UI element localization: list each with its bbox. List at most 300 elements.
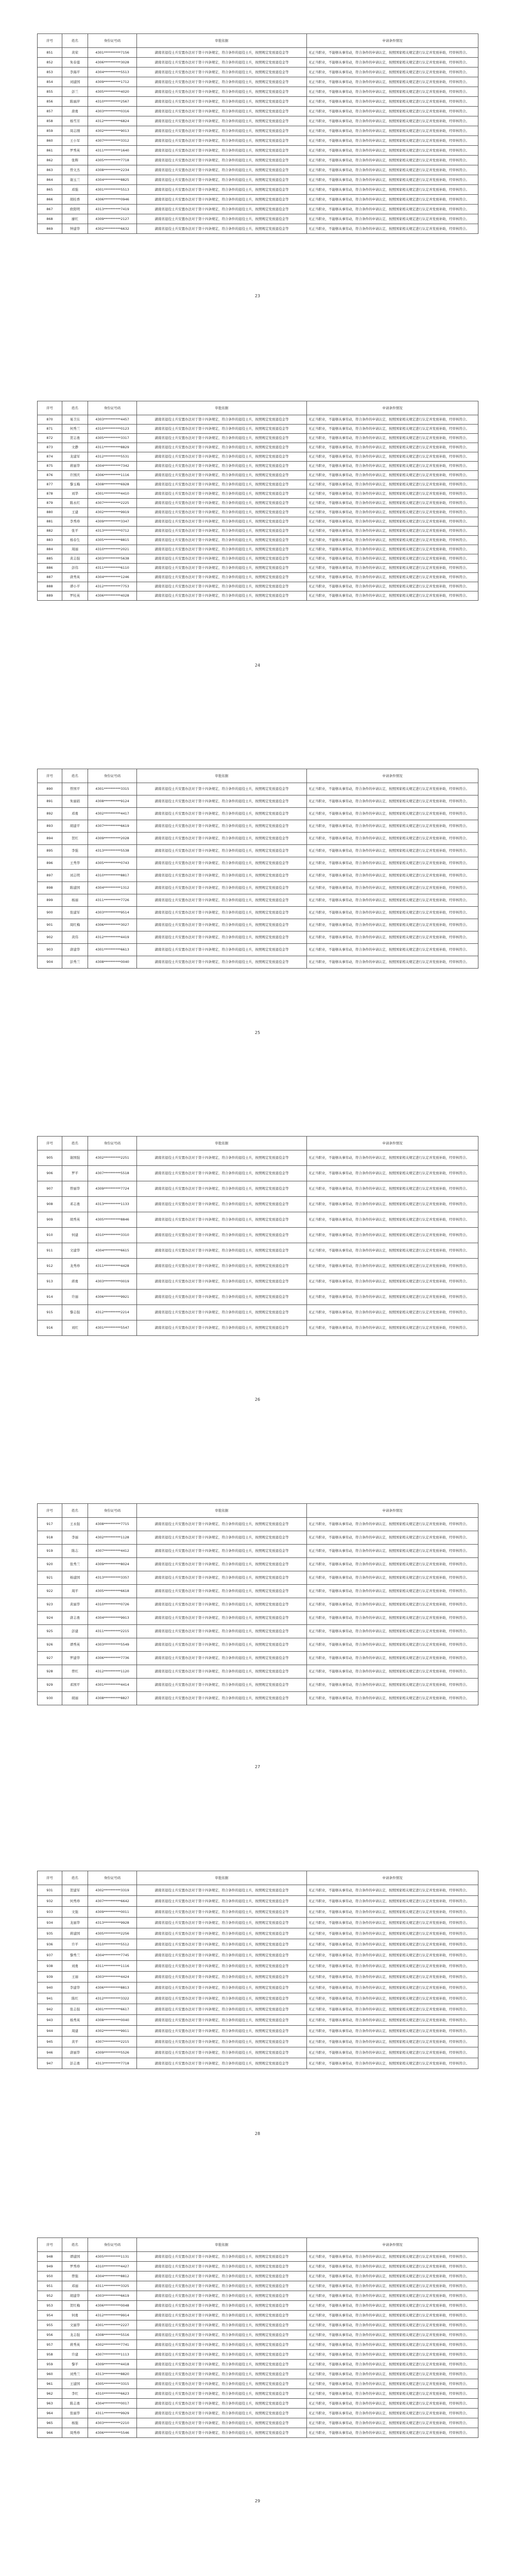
cell-name: 罗秀英 (62, 146, 88, 156)
cell-basis: 湖南省退役士兵安置办法对于第十四条规定，符合条件的退役士兵，按照规定发放退役金等 (137, 1228, 307, 1243)
cell-basis: 湖南省退役士兵安置办法对于第十四条规定，符合条件的退役士兵，按照规定发放退役金等 (137, 107, 307, 116)
cell-id: 4305**********0743 (88, 857, 137, 870)
table-row (38, 956, 478, 969)
cell-cond: 无正当职业，不能够从事劳动，符合条件的申请认定，按照国家相关规定进行认定并发放补助，经审核符合。 (307, 2418, 478, 2428)
cell-basis: 湖南省退役士兵安置办法对于第十四条规定，符合条件的退役士兵，按照规定发放退役金等 (137, 434, 307, 443)
cell-basis: 湖南省退役士兵安置办法对于第十四条规定，符合条件的退役士兵，按照规定发放退役金等 (137, 882, 307, 894)
cell-name: 张辉 (62, 156, 88, 165)
cell-id: 4305**********2256 (88, 1928, 137, 1939)
roster-table (37, 33, 478, 234)
cell-cond: 无正当职业，不能够从事劳动，符合条件的申请认定，按照国家相关规定进行认定并发放补助，经审核符合。 (307, 2037, 478, 2047)
cell-basis: 湖南省退役士兵安置办法对于第十四条规定，符合条件的退役士兵，按照规定发放退役金等 (137, 195, 307, 205)
cell-basis: 湖南省退役士兵安置办法对于第十四条规定，符合条件的退役士兵，按照规定发放退役金等 (137, 1928, 307, 1939)
table-row (38, 2320, 478, 2330)
cell-name: 胡丽 (62, 1692, 88, 1705)
cell-name: 周红梅 (62, 919, 88, 931)
cell-no: 960 (38, 2369, 62, 2379)
cell-id: 4307**********2215 (88, 2037, 137, 2047)
header-cond: 申请条件情况 (307, 1871, 478, 1885)
cell-id: 4311**********6110 (88, 564, 137, 573)
cell-basis: 湖南省退役士兵安置办法对于第十四条规定，符合条件的退役士兵，按照规定发放退役金等 (137, 214, 307, 224)
cell-basis: 湖南省退役士兵安置办法对于第十四条规定，符合条件的退役士兵，按照规定发放退役金等 (137, 97, 307, 107)
table-row (38, 2281, 478, 2291)
cell-name: 杨丽 (62, 894, 88, 907)
cell-no: 962 (38, 2389, 62, 2399)
cell-basis: 湖南省退役士兵安置办法对于第十四条规定，符合条件的退役士兵，按照规定发放退役金等 (137, 2389, 307, 2399)
cell-no: 890 (38, 783, 62, 795)
cell-cond: 无正当职业，不能够从事劳动，符合条件的申请认定，按照国家相关规定进行认定并发放补助，经审核符合。 (307, 2252, 478, 2262)
table-row (38, 2058, 478, 2069)
cell-cond: 无正当职业，不能够从事劳动，符合条件的申请认定，按照国家相关规定进行认定并发放补助，经审核符合。 (307, 1259, 478, 1274)
cell-cond: 无正当职业，不能够从事劳动，符合条件的申请认定，按照国家相关规定进行认定并发放补助，经审核符合。 (307, 1950, 478, 1961)
cell-cond: 无正当职业，不能够从事劳动，符合条件的申请认定，按照国家相关规定进行认定并发放补助，经审核符合。 (307, 2015, 478, 2026)
cell-cond: 无正当职业，不能够从事劳动，符合条件的申请认定，按照国家相关规定进行认定并发放补助，经审核符合。 (307, 136, 478, 146)
table-row (38, 2004, 478, 2015)
header-id: 身份证号码 (88, 1137, 137, 1150)
cell-id: 4301**********6613 (88, 944, 137, 956)
cell-id: 4301**********7156 (88, 48, 137, 58)
cell-cond: 无正当职业，不能够从事劳动，符合条件的申请认定，按照国家相关规定进行认定并发放补助，经审核符合。 (307, 1150, 478, 1166)
cell-cond: 无正当职业，不能够从事劳动，符合条件的申请认定，按照国家相关规定进行认定并发放补助，经审核符合。 (307, 2360, 478, 2369)
cell-cond: 无正当职业，不能够从事劳动，符合条件的申请认定，按照国家相关规定进行认定并发放补助，经审核符合。 (307, 545, 478, 554)
cell-cond: 无正当职业，不能够从事劳动，符合条件的申请认定，按照国家相关规定进行认定并发放补助，经审核符合。 (307, 2262, 478, 2272)
cell-basis: 湖南省退役士兵安置办法对于第十四条规定，符合条件的退役士兵，按照规定发放退役金等 (137, 2026, 307, 2037)
cell-id: 4303**********0316 (88, 107, 137, 116)
cell-basis: 湖南省退役士兵安置办法对于第十四条规定，符合条件的退役士兵，按照规定发放退役金等 (137, 545, 307, 554)
cell-cond: 无正当职业，不能够从事劳动，符合条件的申请认定，按照国家相关规定进行认定并发放补助，经审核符合。 (307, 536, 478, 545)
cell-id: 4302**********6632 (88, 224, 137, 234)
page-number: 27 (254, 1765, 261, 1769)
table-row (38, 1939, 478, 1950)
cell-id: 4308**********2234 (88, 165, 137, 175)
cell-id: 4301**********5547 (88, 1320, 137, 1336)
cell-name: 王建国 (62, 2379, 88, 2389)
cell-cond: 无正当职业，不能够从事劳动，符合条件的申请认定，按照国家相关规定进行认定并发放补助，经审核符合。 (307, 2272, 478, 2281)
cell-cond: 无正当职业，不能够从事劳动，符合条件的申请认定，按照国家相关规定进行认定并发放补助，经审核符合。 (307, 517, 478, 527)
cell-name: 刘华 (62, 489, 88, 499)
cell-basis: 湖南省退役士兵安置办法对于第十四条规定，符合条件的退役士兵，按照规定发放退役金等 (137, 1918, 307, 1928)
cell-id: 4311**********3325 (88, 2281, 137, 2291)
table-page (37, 769, 478, 969)
cell-name: 杨春生 (62, 536, 88, 545)
cell-cond: 无正当职业，不能够从事劳动，符合条件的申请认定，按照国家相关规定进行认定并发放补助，经审核符合。 (307, 77, 478, 87)
cell-id: 4312**********9914 (88, 2311, 137, 2320)
cell-cond: 无正当职业，不能够从事劳动，符合条件的申请认定，按照国家相关规定进行认定并发放补助，经审核符合。 (307, 857, 478, 870)
cell-name: 黎秀兰 (62, 1950, 88, 1961)
cell-basis: 湖南省退役士兵安置办法对于第十四条规定，符合条件的退役士兵，按照规定发放退役金等 (137, 2047, 307, 2058)
cell-no: 923 (38, 1598, 62, 1612)
cell-cond: 无正当职业，不能够从事劳动，符合条件的申请认定，按照国家相关规定进行认定并发放补助，经审核符合。 (307, 452, 478, 462)
cell-no: 903 (38, 944, 62, 956)
cell-no: 950 (38, 2272, 62, 2281)
cell-no: 852 (38, 58, 62, 67)
table-row (38, 499, 478, 508)
cell-id: 4304**********5513 (88, 67, 137, 77)
cell-basis: 湖南省退役士兵安置办法对于第十四条规定，符合条件的退役士兵，按照规定发放退役金等 (137, 1197, 307, 1212)
cell-name: 刘志明 (62, 870, 88, 882)
cell-basis: 湖南省退役士兵安置办法对于第十四条规定，符合条件的退役士兵，按照规定发放退役金等 (137, 1518, 307, 1531)
cell-cond: 无正当职业，不能够从事劳动，符合条件的申请认定，按照国家相关规定进行认定并发放补助，经审核符合。 (307, 1665, 478, 1679)
table-row (38, 1585, 478, 1598)
cell-no: 953 (38, 2301, 62, 2311)
cell-basis: 湖南省退役士兵安置办法对于第十四条规定，符合条件的退役士兵，按照规定发放退役金等 (137, 175, 307, 185)
table-row (38, 919, 478, 931)
table-row (38, 2409, 478, 2418)
cell-cond: 无正当职业，不能够从事劳动，符合条件的申请认定，按照国家相关规定进行认定并发放补助，经审核符合。 (307, 795, 478, 808)
cell-cond: 无正当职业，不能够从事劳动，符合条件的申请认定，按照国家相关规定进行认定并发放补助，经审核符合。 (307, 471, 478, 480)
cell-no: 865 (38, 185, 62, 195)
table-row (38, 77, 478, 87)
cell-no: 894 (38, 833, 62, 845)
cell-id: 4306**********4028 (88, 591, 137, 601)
cell-no: 961 (38, 2379, 62, 2389)
cell-basis: 湖南省退役士兵安置办法对于第十四条规定，符合条件的退役士兵，按照规定发放退役金等 (137, 1972, 307, 1982)
cell-cond: 无正当职业，不能够从事劳动，符合条件的申请认定，按照国家相关规定进行认定并发放补助，经审核符合。 (307, 564, 478, 573)
cell-cond: 无正当职业，不能够从事劳动，符合条件的申请认定，按照国家相关规定进行认定并发放补助，经审核符合。 (307, 1961, 478, 1972)
cell-cond: 无正当职业，不能够从事劳动，符合条件的申请认定，按照国家相关规定进行认定并发放补助，经审核符合。 (307, 1305, 478, 1320)
cell-cond: 无正当职业，不能够从事劳动，符合条件的申请认定，按照国家相关规定进行认定并发放补助，经审核符合。 (307, 2389, 478, 2399)
cell-basis: 湖南省退役士兵安置办法对于第十四条规定，符合条件的退役士兵，按照规定发放退役金等 (137, 808, 307, 820)
cell-cond: 无正当职业，不能够从事劳动，符合条件的申请认定，按照国家相关规定进行认定并发放补助，经审核符合。 (307, 480, 478, 489)
cell-id: 4312**********3322 (88, 1993, 137, 2004)
cell-id: 4304**********7745 (88, 1950, 137, 1961)
cell-cond: 无正当职业，不能够从事劳动，符合条件的申请认定，按照国家相关规定进行认定并发放补助，经审核符合。 (307, 919, 478, 931)
cell-cond: 无正当职业，不能够从事劳动，符合条件的申请认定，按照国家相关规定进行认定并发放补助，经审核符合。 (307, 2350, 478, 2360)
cell-no: 909 (38, 1212, 62, 1228)
table-row (38, 443, 478, 452)
cell-basis: 湖南省退役士兵安置办法对于第十四条规定，符合条件的退役士兵，按照规定发放退役金等 (137, 165, 307, 175)
cell-name: 黄荣 (62, 48, 88, 58)
cell-name: 唐秀英 (62, 573, 88, 582)
cell-cond: 无正当职业，不能够从事劳动，符合条件的申请认定，按照国家相关规定进行认定并发放补助，经审核符合。 (307, 931, 478, 944)
cell-id: 4301**********3315 (88, 783, 137, 795)
cell-id: 4305**********8846 (88, 1212, 137, 1228)
cell-basis: 湖南省退役士兵安置办法对于第十四条规定，符合条件的退役士兵，按照规定发放退役金等 (137, 1181, 307, 1197)
cell-id: 4305**********3317 (88, 434, 137, 443)
cell-name: 李强 (62, 845, 88, 857)
cell-name: 张建军 (62, 907, 88, 919)
cell-basis: 湖南省退役士兵安置办法对于第十四条规定，符合条件的退役士兵，按照规定发放退役金等 (137, 1692, 307, 1705)
cell-name: 杨秀英 (62, 2015, 88, 2026)
cell-no: 871 (38, 425, 62, 434)
table-row (38, 2379, 478, 2389)
cell-name: 陈志勇 (62, 2399, 88, 2409)
cell-name: 彭志勇 (62, 2058, 88, 2069)
cell-cond: 无正当职业，不能够从事劳动，符合条件的申请认定，按照国家相关规定进行认定并发放补助，经审核符合。 (307, 2409, 478, 2418)
cell-id: 4313**********9928 (88, 1918, 137, 1928)
cell-basis: 湖南省退役士兵安置办法对于第十四条规定，符合条件的退役士兵，按照规定发放退役金等 (137, 2004, 307, 2015)
cell-basis: 湖南省退役士兵安置办法对于第十四条规定，符合条件的退役士兵，按照规定发放退役金等 (137, 857, 307, 870)
cell-name: 彭伟 (62, 564, 88, 573)
cell-no: 929 (38, 1679, 62, 1692)
cell-no: 956 (38, 2330, 62, 2340)
cell-no: 859 (38, 126, 62, 136)
table-row (38, 527, 478, 536)
table-row (38, 452, 478, 462)
cell-id: 4311**********1116 (88, 1961, 137, 1972)
cell-cond: 无正当职业，不能够从事劳动，符合条件的申请认定，按照国家相关规定进行认定并发放补助，经审核符合。 (307, 870, 478, 882)
cell-name: 李红 (62, 2389, 88, 2399)
cell-id: 4313**********5538 (88, 845, 137, 857)
cell-name: 陈永红 (62, 499, 88, 508)
cell-basis: 湖南省退役士兵安置办法对于第十四条规定，符合条件的退役士兵，按照规定发放退役金等 (137, 1290, 307, 1305)
cell-basis: 湖南省退役士兵安置办法对于第十四条规定，符合条件的退役士兵，按照规定发放退役金等 (137, 425, 307, 434)
cell-name: 何秀兰 (62, 425, 88, 434)
cell-name: 罗建华 (62, 1652, 88, 1665)
table-row (38, 820, 478, 833)
cell-basis: 湖南省退役士兵安置办法对于第十四条规定，符合条件的退役士兵，按照规定发放退役金等 (137, 931, 307, 944)
cell-basis: 湖南省退役士兵安置办法对于第十四条规定，符合条件的退役士兵，按照规定发放退役金等 (137, 1558, 307, 1571)
cell-no: 855 (38, 87, 62, 97)
table-row (38, 1259, 478, 1274)
cell-name: 张秀兰 (62, 1558, 88, 1571)
table-row (38, 2330, 478, 2340)
cell-cond: 无正当职业，不能够从事劳动，符合条件的申请认定，按照国家相关规定进行认定并发放补助，经审核符合。 (307, 107, 478, 116)
cell-cond: 无正当职业，不能够从事劳动，符合条件的申请认定，按照国家相关规定进行认定并发放补助，经审核符合。 (307, 499, 478, 508)
cell-basis: 湖南省退役士兵安置办法对于第十四条规定，符合条件的退役士兵，按照规定发放退役金等 (137, 205, 307, 214)
cell-name: 胡建华 (62, 2291, 88, 2301)
cell-cond: 无正当职业，不能够从事劳动，符合条件的申请认定，按照国家相关规定进行认定并发放补助，经审核符合。 (307, 2004, 478, 2015)
cell-basis: 湖南省退役士兵安置办法对于第十四条规定，符合条件的退役士兵，按照规定发放退役金等 (137, 1885, 307, 1896)
cell-id: 4308**********7715 (88, 1518, 137, 1531)
cell-name: 王丽 (62, 1972, 88, 1982)
cell-id: 4310**********5512 (88, 1939, 137, 1950)
table-header-row (38, 769, 478, 783)
cell-no: 891 (38, 795, 62, 808)
cell-id: 4306**********3027 (88, 919, 137, 931)
cell-no: 882 (38, 527, 62, 536)
cell-id: 4313**********3357 (88, 1571, 137, 1585)
table-header-row (38, 1871, 478, 1885)
cell-no: 900 (38, 907, 62, 919)
table-row (38, 1228, 478, 1243)
table-row (38, 2360, 478, 2369)
cell-basis: 湖南省退役士兵安置办法对于第十四条规定，符合条件的退役士兵，按照规定发放退役金等 (137, 87, 307, 97)
cell-id: 4303**********4424 (88, 1972, 137, 1982)
cell-name: 许丽 (62, 1290, 88, 1305)
cell-name: 蒋丽华 (62, 462, 88, 471)
cell-cond: 无正当职业，不能够从事劳动，符合条件的申请认定，按照国家相关规定进行认定并发放补助，经审核符合。 (307, 1885, 478, 1896)
cell-no: 863 (38, 165, 62, 175)
cell-cond: 无正当职业，不能够从事劳动，符合条件的申请认定，按照国家相关规定进行认定并发放补助，经审核符合。 (307, 582, 478, 591)
cell-id: 4313**********7419 (88, 205, 137, 214)
cell-name: 文静 (62, 443, 88, 452)
cell-no: 901 (38, 919, 62, 931)
cell-basis: 湖南省退役士兵安置办法对于第十四条规定，符合条件的退役士兵，按照规定发放退役金等 (137, 2262, 307, 2272)
cell-no: 866 (38, 195, 62, 205)
cell-name: 邓丽 (62, 2281, 88, 2291)
cell-basis: 湖南省退役士兵安置办法对于第十四条规定，符合条件的退役士兵，按照规定发放退役金等 (137, 795, 307, 808)
cell-basis: 湖南省退役士兵安置办法对于第十四条规定，符合条件的退役士兵，按照规定发放退役金等 (137, 1598, 307, 1612)
cell-id: 4303**********5549 (88, 1638, 137, 1652)
header-cond: 申请条件情况 (307, 2238, 478, 2252)
table-row (38, 1896, 478, 1907)
cell-basis: 湖南省退役士兵安置办法对于第十四条规定，符合条件的退役士兵，按照规定发放退役金等 (137, 564, 307, 573)
cell-basis: 湖南省退役士兵安置办法对于第十四条规定，符合条件的退役士兵，按照规定发放退役金等 (137, 833, 307, 845)
cell-cond: 无正当职业，不能够从事劳动，符合条件的申请认定，按照国家相关规定进行认定并发放补助，经审核符合。 (307, 1972, 478, 1982)
table-row (38, 156, 478, 165)
cell-cond: 无正当职业，不能够从事劳动，符合条件的申请认定，按照国家相关规定进行认定并发放补助，经审核符合。 (307, 1181, 478, 1197)
header-basis: 审批依据 (137, 401, 307, 415)
cell-no: 930 (38, 1692, 62, 1705)
table-row (38, 67, 478, 77)
cell-cond: 无正当职业，不能够从事劳动，符合条件的申请认定，按照国家相关规定进行认定并发放补助，经审核符合。 (307, 2047, 478, 2058)
cell-cond: 无正当职业，不能够从事劳动，符合条件的申请认定，按照国家相关规定进行认定并发放补助，经审核符合。 (307, 833, 478, 845)
cell-name: 杨强 (62, 2418, 88, 2428)
cell-name: 陈丽萍 (62, 97, 88, 107)
cell-no: 867 (38, 205, 62, 214)
cell-name: 贺建军 (62, 1885, 88, 1896)
cell-id: 4310**********2021 (88, 545, 137, 554)
cell-id: 4302**********1128 (88, 1531, 137, 1545)
cell-name: 李丽 (62, 1531, 88, 1545)
table-header-row (38, 1504, 478, 1518)
cell-no: 917 (38, 1518, 62, 1531)
header-cond: 申请条件情况 (307, 34, 478, 48)
table-row (38, 1274, 478, 1290)
cell-no: 851 (38, 48, 62, 58)
cell-cond: 无正当职业，不能够从事劳动，符合条件的申请认定，按照国家相关规定进行认定并发放补助，经审核符合。 (307, 1585, 478, 1598)
cell-cond: 无正当职业，不能够从事劳动，符合条件的申请认定，按照国家相关规定进行认定并发放补助，经审核符合。 (307, 126, 478, 136)
cell-id: 4311**********1640 (88, 146, 137, 156)
cell-no: 857 (38, 107, 62, 116)
cell-id: 4305**********8815 (88, 536, 137, 545)
cell-id: 4307**********6619 (88, 820, 137, 833)
cell-name: 谢国强 (62, 1150, 88, 1166)
cell-id: 4309**********0011 (88, 1907, 137, 1918)
cell-no: 879 (38, 499, 62, 508)
cell-basis: 湖南省退役士兵安置办法对于第十四条规定，符合条件的退役士兵，按照规定发放退役金等 (137, 944, 307, 956)
cell-no: 959 (38, 2360, 62, 2369)
table-row (38, 554, 478, 564)
cell-no: 897 (38, 870, 62, 882)
table-row (38, 58, 478, 67)
cell-basis: 湖南省退役士兵安置办法对于第十四条规定，符合条件的退役士兵，按照规定发放退役金等 (137, 1982, 307, 1993)
table-page (37, 1136, 478, 1336)
cell-no: 875 (38, 462, 62, 471)
cell-basis: 湖南省退役士兵安置办法对于第十四条规定，符合条件的退役士兵，按照规定发放退役金等 (137, 1571, 307, 1585)
cell-no: 888 (38, 582, 62, 591)
cell-no: 907 (38, 1181, 62, 1197)
cell-name: 王永强 (62, 1518, 88, 1531)
table-row (38, 2428, 478, 2438)
table-row (38, 870, 478, 882)
table-row (38, 165, 478, 175)
cell-name: 黎玉梅 (62, 480, 88, 489)
cell-id: 4306**********1116 (88, 471, 137, 480)
cell-name: 曾文杰 (62, 165, 88, 175)
cell-id: 4313**********1133 (88, 1197, 137, 1212)
cell-no: 869 (38, 224, 62, 234)
table-row (38, 1243, 478, 1259)
cell-cond: 无正当职业，不能够从事劳动，符合条件的申请认定，按照国家相关规定进行认定并发放补助，经审核符合。 (307, 489, 478, 499)
cell-no: 939 (38, 1972, 62, 1982)
cell-id: 4311**********8829 (88, 443, 137, 452)
cell-cond: 无正当职业，不能够从事劳动，符合条件的申请认定，按照国家相关规定进行认定并发放补助，经审核符合。 (307, 205, 478, 214)
cell-id: 4304**********8825 (88, 175, 137, 185)
table-row (38, 489, 478, 499)
cell-id: 4312**********1120 (88, 1665, 137, 1679)
cell-no: 864 (38, 175, 62, 185)
cell-id: 4310**********2567 (88, 97, 137, 107)
cell-name: 曾红 (62, 1665, 88, 1679)
header-cond: 申请条件情况 (307, 1504, 478, 1518)
table-row (38, 2389, 478, 2399)
cell-basis: 湖南省退役士兵安置办法对于第十四条规定，符合条件的退役士兵，按照规定发放退役金等 (137, 2399, 307, 2409)
table-row (38, 224, 478, 234)
cell-no: 927 (38, 1652, 62, 1665)
header-no: 序号 (38, 401, 62, 415)
cell-name: 黎平 (62, 2360, 88, 2369)
cell-basis: 湖南省退役士兵安置办法对于第十四条规定，符合条件的退役士兵，按照规定发放退役金等 (137, 1939, 307, 1950)
roster-table (37, 1503, 478, 1705)
cell-basis: 湖南省退役士兵安置办法对于第十四条规定，符合条件的退役士兵，按照规定发放退役金等 (137, 508, 307, 517)
cell-id: 4313**********0712 (88, 527, 137, 536)
cell-id: 4312**********5531 (88, 452, 137, 462)
cell-id: 4304**********9913 (88, 1612, 137, 1625)
cell-id: 4302**********9911 (88, 2026, 137, 2037)
cell-cond: 无正当职业，不能够从事劳动，符合条件的申请认定，按照国家相关规定进行认定并发放补助，经审核符合。 (307, 462, 478, 471)
table-row (38, 1972, 478, 1982)
cell-name: 周建 (62, 2026, 88, 2037)
table-row (38, 415, 478, 425)
table-page (37, 2238, 478, 2438)
cell-no: 954 (38, 2311, 62, 2320)
cell-name: 罗秀珍 (62, 2262, 88, 2272)
cell-id: 4304**********0017 (88, 2399, 137, 2409)
table-row (38, 545, 478, 554)
cell-cond: 无正当职业，不能够从事劳动，符合条件的申请认定，按照国家相关规定进行认定并发放补助，经审核符合。 (307, 2369, 478, 2379)
page-number: 29 (254, 2499, 261, 2503)
cell-no: 925 (38, 1625, 62, 1638)
cell-basis: 湖南省退役士兵安置办法对于第十四条规定，符合条件的退役士兵，按照规定发放退役金等 (137, 77, 307, 87)
cell-no: 922 (38, 1585, 62, 1598)
table-row (38, 185, 478, 195)
cell-no: 949 (38, 2262, 62, 2272)
table-header-row (38, 34, 478, 48)
cell-id: 4310**********3310 (88, 1228, 137, 1243)
cell-name: 文丽华 (62, 2320, 88, 2330)
cell-no: 931 (38, 1885, 62, 1896)
cell-id: 4307**********3312 (88, 136, 137, 146)
page-number: 24 (254, 663, 261, 668)
cell-id: 4304**********8812 (88, 2272, 137, 2281)
table-row (38, 195, 478, 205)
table-row (38, 1692, 478, 1705)
roster-table (37, 1136, 478, 1336)
page-number: 28 (254, 2131, 261, 2136)
cell-name: 陈志 (62, 1545, 88, 1558)
cell-name: 周志刚 (62, 126, 88, 136)
cell-name: 周丽 (62, 545, 88, 554)
cell-cond: 无正当职业，不能够从事劳动，符合条件的申请认定，按照国家相关规定进行认定并发放补助，经审核符合。 (307, 2291, 478, 2301)
cell-no: 928 (38, 1665, 62, 1679)
cell-id: 4308**********8827 (88, 1692, 137, 1705)
header-no: 序号 (38, 34, 62, 48)
cell-no: 932 (38, 1896, 62, 1907)
cell-basis: 湖南省退役士兵安置办法对于第十四条规定，符合条件的退役士兵，按照规定发放退役金等 (137, 2330, 307, 2340)
table-row (38, 2369, 478, 2379)
cell-basis: 湖南省退役士兵安置办法对于第十四条规定，符合条件的退役士兵，按照规定发放退役金等 (137, 185, 307, 195)
cell-no: 878 (38, 489, 62, 499)
cell-cond: 无正当职业，不能够从事劳动，符合条件的申请认定，按照国家相关规定进行认定并发放补助，经审核符合。 (307, 944, 478, 956)
cell-cond: 无正当职业，不能够从事劳动，符合条件的申请认定，按照国家相关规定进行认定并发放补助，经审核符合。 (307, 58, 478, 67)
cell-id: 4309**********1712 (88, 77, 137, 87)
cell-name: 欧阳明 (62, 205, 88, 214)
header-name: 姓名 (62, 401, 88, 415)
cell-name: 朱春莲 (62, 58, 88, 67)
cell-no: 937 (38, 1950, 62, 1961)
